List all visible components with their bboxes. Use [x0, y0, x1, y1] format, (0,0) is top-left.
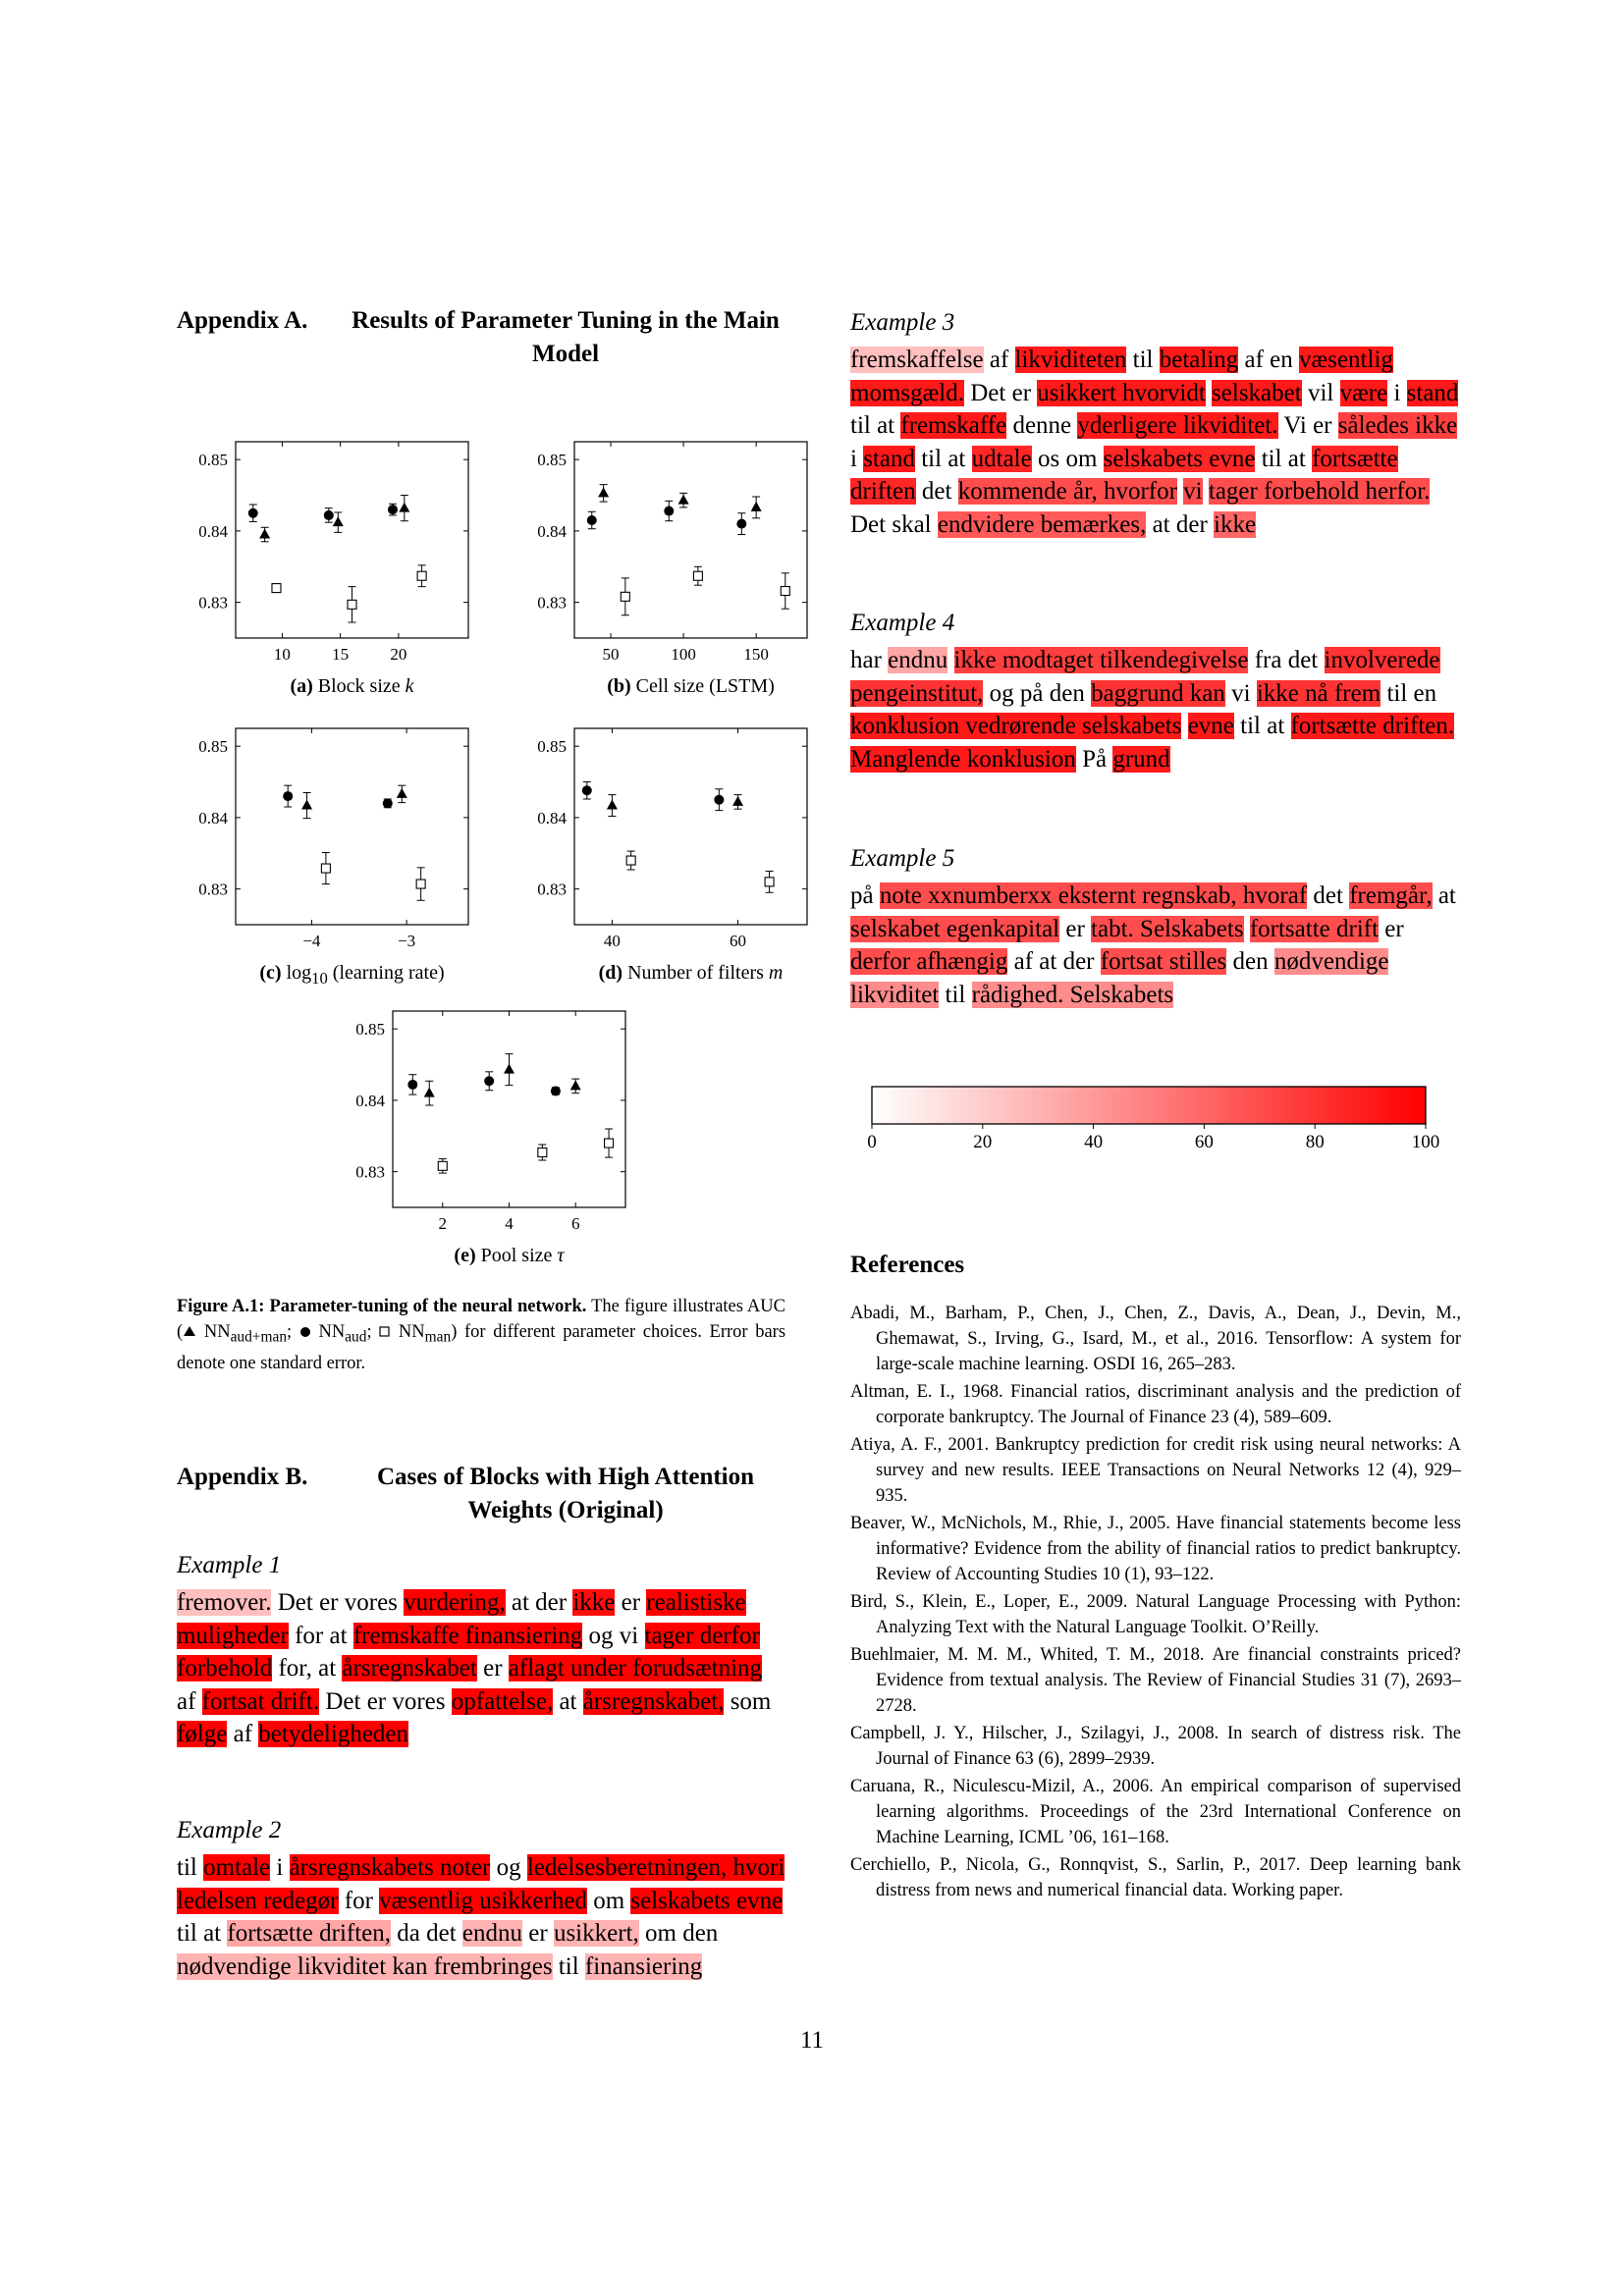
references-list [850, 1301, 1461, 1903]
chart-panel [334, 1001, 648, 1247]
highlighted-token: konklusion vedrørende selskabets [850, 713, 1182, 739]
triangle-marker-icon [183, 1325, 196, 1337]
text-token [1244, 916, 1250, 942]
text-token: i [850, 445, 864, 472]
text-token: vi [1224, 679, 1251, 707]
x-tick-label: 4 [505, 1214, 514, 1233]
highlighted-token: fremskaffelse [850, 347, 984, 373]
x-tick-label: −4 [302, 932, 321, 950]
subfigure-caption: (e) Pool size τ [454, 1245, 565, 1266]
highlighted-token: fremgår, [1349, 882, 1433, 909]
text-token: for [338, 1887, 373, 1914]
x-tick-label: 100 [671, 645, 696, 664]
example-4 [850, 609, 1459, 775]
reference-item: Caruana, R., Niculescu-Mizil, A., 2006. An empirical comparison of supervised learning algorithms. Proceedings of the 23rd International Conference on Machine Learning, ICML ’06, 161–168. [850, 1777, 1461, 1847]
highlighted-token: selskabet egenkapital [850, 915, 1060, 942]
highlighted-token: fortsætte driften, [227, 1920, 392, 1947]
highlighted-token: tabt. Selskabets [1091, 915, 1244, 942]
data-point-circle [551, 1086, 561, 1095]
example-3 [850, 308, 1459, 541]
highlighted-token: årsregnskabet, [582, 1687, 725, 1715]
text-token: til [177, 1854, 204, 1881]
highlighted-token: selskabets evne [1103, 445, 1256, 472]
highlighted-token: ikke modtaget tilkendegivelse [953, 647, 1249, 673]
chart-panel [515, 432, 830, 677]
text-token: i [1387, 379, 1407, 406]
page-number: 11 [799, 2027, 825, 2054]
highlighted-token: tager forbehold herfor. [1208, 478, 1431, 505]
text-token: vil [1301, 379, 1340, 406]
x-tick-label: 40 [603, 932, 621, 950]
text-token: til at [850, 412, 901, 439]
highlighted-token: fortsat stilles [1100, 948, 1227, 975]
highlighted-token: således ikke [1337, 412, 1458, 439]
text-token: er [522, 1920, 554, 1947]
appendix-b-section [177, 1461, 785, 1527]
highlighted-token: kommende år, hvorfor [957, 478, 1177, 505]
square-marker-icon [379, 1325, 391, 1337]
text-token [951, 478, 957, 505]
highlighted-token: være [1339, 379, 1388, 406]
example-2-body [177, 1851, 785, 1983]
y-tick-label: 0.83 [198, 880, 228, 899]
text-token: til [1126, 347, 1160, 373]
text-token [521, 1854, 527, 1881]
example-3-body [850, 344, 1459, 541]
legend-nn-aud-man: NN [203, 1322, 231, 1342]
text-token: til [552, 1952, 585, 1980]
highlighted-token: fremover. [177, 1589, 272, 1616]
highlighted-token: stand [863, 445, 915, 472]
example-4-title: Example 4 [850, 610, 955, 636]
x-tick-label: 2 [438, 1214, 448, 1233]
text-token: af at der [1007, 948, 1101, 975]
y-tick-label: 0.85 [537, 451, 567, 470]
example-1-title: Example 1 [177, 1552, 282, 1578]
example-5-body [850, 880, 1459, 1011]
highlighted-token: derfor afhængig [850, 948, 1008, 975]
text-token: om [586, 1887, 631, 1914]
highlighted-token: fortsat drift. [201, 1687, 320, 1715]
reference-item: Bird, S., Klein, E., Loper, E., 2009. Natural Language Processing with Python: Analyzing Text with the Natural Language Toolkit. O’Reilly. [850, 1592, 1461, 1637]
highlighted-token: opfattelse, [451, 1687, 554, 1715]
x-tick-label: 15 [332, 645, 350, 664]
chart-panel [177, 719, 491, 964]
highlighted-token: endnu [461, 1920, 523, 1947]
text-token: og [490, 1854, 521, 1881]
text-token: os om [1031, 445, 1104, 472]
figure-caption [177, 1294, 785, 1376]
colorbar [854, 1075, 1443, 1153]
highlighted-token: følge [177, 1721, 228, 1747]
text-token: af en [1238, 347, 1293, 373]
highlighted-token: aflagt under forudsætning [508, 1655, 763, 1682]
highlighted-token: nødvendige likviditet [850, 948, 1389, 1008]
x-tick-label: 6 [570, 1214, 580, 1233]
y-tick-label: 0.84 [537, 808, 567, 828]
highlighted-token: involverede pengeinstitut, [850, 647, 1440, 707]
reference-item: Beaver, W., McNichols, M., Rhie, J., 2005. Have financial statements become less informative? Evidence from the ability of financial ratios to predict bankruptcy. Review of Accounting Studies 10 (1), 93–122. [850, 1514, 1461, 1584]
text-token: Det er vores [319, 1687, 452, 1715]
highlighted-token: grund [1112, 745, 1170, 773]
colorbar-tick-label: 0 [867, 1132, 877, 1152]
text-token: til at [1255, 445, 1313, 472]
y-tick-label: 0.84 [198, 521, 228, 541]
text-token [1318, 647, 1324, 673]
highlighted-token: betaling [1159, 347, 1239, 373]
colorbar-gradient [872, 1087, 1426, 1124]
plot-frame [393, 1011, 625, 1207]
y-tick-label: 0.83 [537, 593, 567, 613]
highlighted-token: usikkert, [553, 1920, 639, 1947]
text-token: da det [391, 1920, 462, 1947]
highlighted-token: årsregnskabets noter [289, 1854, 491, 1881]
text-token: om den [638, 1920, 719, 1947]
highlighted-token: endnu [888, 647, 948, 673]
y-tick-label: 0.85 [198, 451, 228, 470]
text-token: og på den [983, 679, 1092, 707]
text-token: Det er vores [271, 1589, 405, 1616]
legend-nn-aud-man-sub: aud+man [230, 1328, 288, 1346]
highlighted-token: ikke [572, 1589, 616, 1616]
subfigure-caption: (b) Cell size (LSTM) [607, 675, 775, 697]
text-token: det [1307, 882, 1343, 909]
text-token: Det er [964, 379, 1038, 406]
y-tick-label: 0.83 [198, 593, 228, 613]
highlighted-token: selskabet [1212, 379, 1302, 406]
references-section [850, 1252, 1461, 1905]
y-tick-label: 0.83 [355, 1162, 385, 1182]
y-tick-label: 0.85 [198, 737, 228, 757]
example-1 [177, 1551, 785, 1751]
appendix-b-heading [177, 1461, 785, 1527]
highlighted-token: nødvendige likviditet kan frembringes [177, 1952, 553, 1980]
y-tick-label: 0.84 [198, 808, 228, 828]
references-heading: References [850, 1252, 965, 1278]
figure-caption-text-before: The figure illustrates AUC ( [177, 1297, 785, 1342]
highlighted-token: ikke nå frem [1256, 679, 1381, 707]
figure-caption-label: Figure A.1: Parameter-tuning of the neural network. [177, 1297, 587, 1316]
circle-marker-icon [299, 1325, 311, 1337]
left-column [177, 304, 785, 371]
x-tick-label: 20 [390, 645, 407, 664]
text-token: Vi er [1277, 412, 1338, 439]
highlighted-token: væsentlig momsgæld. [850, 347, 1393, 406]
reference-item: Abadi, M., Barham, P., Chen, J., Chen, Z., Davis, A., Dean, J., Devin, M., Ghemawat, S., Irving, G., Isard, M., et al., 2016. Tensorflow: A system for large-scale machine learning. OSDI 16, 265–283. [850, 1304, 1461, 1374]
appendix-b-title: Cases of Blocks with High Attention Weights (Original) [376, 1464, 755, 1523]
highlighted-token: fremskaffe [900, 412, 1007, 439]
chart-panel [515, 719, 830, 964]
text-token: til at [914, 445, 966, 472]
appendix-a-title: Results of Parameter Tuning in the Main Model [352, 307, 780, 367]
example-5-title: Example 5 [850, 845, 955, 872]
highlighted-token: endvidere bemærkes, [937, 510, 1147, 538]
text-token: i [270, 1854, 290, 1881]
highlighted-token: rådighed. Selskabets [971, 981, 1174, 1008]
legend-sep-2: ; [366, 1322, 380, 1342]
x-tick-label: 50 [602, 645, 620, 664]
text-token: til en [1380, 679, 1437, 707]
highlighted-token: ledelsesberetningen, hvori ledelsen redegør [177, 1854, 785, 1914]
highlighted-token: note xxnumberxx eksternt regnskab, hvoraf [879, 882, 1308, 909]
colorbar-tick-label: 20 [973, 1132, 993, 1152]
highlighted-token: vi [1183, 478, 1203, 505]
subfigure-caption: (a) Block size k [290, 675, 414, 697]
text-token: På [1075, 745, 1108, 773]
text-token: den [1232, 948, 1274, 975]
highlighted-token: vurdering, [404, 1589, 506, 1616]
reference-item: Atiya, A. F., 2001. Bankruptcy prediction for credit risk using neural networks: A survey and new results. IEEE Transactions on Neural Networks 12 (4), 929–935. [850, 1435, 1461, 1506]
reference-item: Campbell, J. Y., Hilscher, J., Szilagyi, J., 2008. In search of distress risk. The Journal of Finance 63 (6), 2899–2939. [850, 1724, 1461, 1769]
highlighted-token: finansiering [584, 1952, 703, 1980]
text-token: at [1432, 882, 1456, 909]
text-token: fra det [1248, 647, 1319, 673]
example-2 [177, 1816, 785, 1983]
highlighted-token: yderligere likviditet. [1077, 412, 1278, 439]
appendix-a-heading [177, 304, 785, 371]
highlighted-token: fremskaffe finansiering [352, 1622, 583, 1649]
highlighted-token: baggrund kan [1091, 679, 1225, 707]
chart-panel [177, 432, 491, 677]
legend-sep-1: ; [287, 1322, 299, 1342]
text-token [947, 647, 953, 673]
legend-nn-man: NN [398, 1322, 425, 1342]
text-token: Det [850, 510, 887, 538]
text-token [965, 446, 971, 472]
y-tick-label: 0.85 [355, 1020, 385, 1040]
y-tick-label: 0.84 [537, 521, 567, 541]
y-tick-label: 0.85 [537, 737, 567, 757]
colorbar-tick-label: 60 [1194, 1132, 1214, 1152]
text-token: for, at [272, 1655, 343, 1682]
highlighted-token: fortsatte drift [1249, 915, 1380, 942]
highlighted-token: usikkert hvorvidt [1037, 379, 1206, 406]
text-token: for at [288, 1622, 353, 1649]
example-5 [850, 844, 1459, 1011]
highlighted-token: omtale [203, 1854, 271, 1881]
plot-frame [236, 728, 468, 925]
appendix-b-label: Appendix B. [177, 1464, 308, 1490]
colorbar-tick-label: 80 [1305, 1132, 1325, 1152]
legend-nn-aud-sub: aud [345, 1328, 367, 1346]
plot-frame [574, 442, 807, 638]
subfigure-caption: (c) $\log_{10}$ (learning rate) [259, 962, 445, 988]
colorbar-tick-label: 40 [1084, 1132, 1104, 1152]
example-1-body [177, 1586, 785, 1751]
highlighted-token: betydeligheden [258, 1721, 409, 1747]
text-token: at der [1146, 510, 1215, 538]
text-token: på [850, 882, 880, 909]
subfigure-caption: (d) Number of filters m [598, 962, 784, 984]
text-token: er [615, 1589, 641, 1616]
x-tick-label: 150 [743, 645, 769, 664]
text-token: af [983, 347, 1015, 373]
highlighted-token: ikke [1214, 510, 1257, 538]
text-token: er [1059, 915, 1092, 942]
highlighted-token: årsregnskabet [342, 1655, 477, 1682]
text-token: og vi [588, 1622, 645, 1649]
text-token: at [553, 1687, 583, 1715]
text-token [1181, 713, 1187, 739]
highlighted-token: udtale [971, 445, 1032, 472]
highlighted-token: stand [1406, 379, 1459, 406]
highlighted-token: tager derfor forbehold [177, 1622, 760, 1682]
colorbar-tick-label: 100 [1411, 1132, 1440, 1152]
highlighted-token: fortsætte driften [850, 445, 1398, 505]
highlighted-token: likviditeten [1014, 347, 1127, 373]
text-token: det [915, 478, 952, 505]
text-token: af [177, 1687, 202, 1715]
data-point-circle [383, 798, 393, 808]
plot-frame [574, 728, 807, 925]
example-4-body [850, 644, 1459, 775]
text-token [1251, 680, 1257, 707]
highlighted-token: evne [1187, 713, 1234, 739]
highlighted-token: fortsætte driften. Manglende konklusion [850, 713, 1455, 773]
highlighted-token: selskabets evne [630, 1887, 784, 1914]
example-2-title: Example 2 [177, 1817, 282, 1843]
text-token: at der [505, 1589, 573, 1616]
x-tick-label: 10 [273, 645, 291, 664]
y-tick-label: 0.83 [537, 880, 567, 899]
legend-nn-man-sub: man [424, 1328, 452, 1346]
y-tick-label: 0.84 [355, 1091, 385, 1110]
x-tick-label: 60 [730, 932, 747, 950]
highlighted-token: realistiske muligheder [177, 1589, 746, 1649]
text-token: til at [177, 1920, 222, 1947]
data-point-square [272, 584, 281, 593]
text-token: er [476, 1655, 509, 1682]
text-token: denne [1006, 412, 1072, 439]
text-token: har [850, 647, 889, 673]
x-tick-label: −3 [398, 932, 416, 950]
text-token: til at [1233, 713, 1291, 739]
reference-item: Buehlmaier, M. M. M., Whited, T. M., 2018. Are financial constraints priced? Evidence from textual analysis. The Review of Financial Studies 31 (7), 2693–2728. [850, 1645, 1461, 1716]
figure-caption-text-after: ) for different parameter choices. Error bars denote one standard error. [177, 1322, 786, 1373]
text-token: som [724, 1687, 772, 1715]
reference-item: Cerchiello, P., Nicola, G., Ronnqvist, S., Sarlin, P., 2017. Deep learning bank distress from news and numerical financial data. Working paper. [850, 1855, 1461, 1900]
text-token: til [939, 981, 972, 1008]
text-token: af [227, 1721, 253, 1747]
example-3-title: Example 3 [850, 309, 955, 336]
reference-item: Altman, E. I., 1968. Financial ratios, discriminant analysis and the prediction of corporate bankruptcy. The Journal of Finance 23 (4), 589–609. [850, 1382, 1461, 1427]
appendix-a-label: Appendix A. [177, 307, 308, 334]
text-token [1203, 478, 1209, 505]
text-token: skal [892, 510, 938, 538]
text-token: er [1379, 915, 1404, 942]
highlighted-token: væsentlig usikkerhed [379, 1887, 587, 1914]
legend-nn-aud: NN [318, 1322, 346, 1342]
